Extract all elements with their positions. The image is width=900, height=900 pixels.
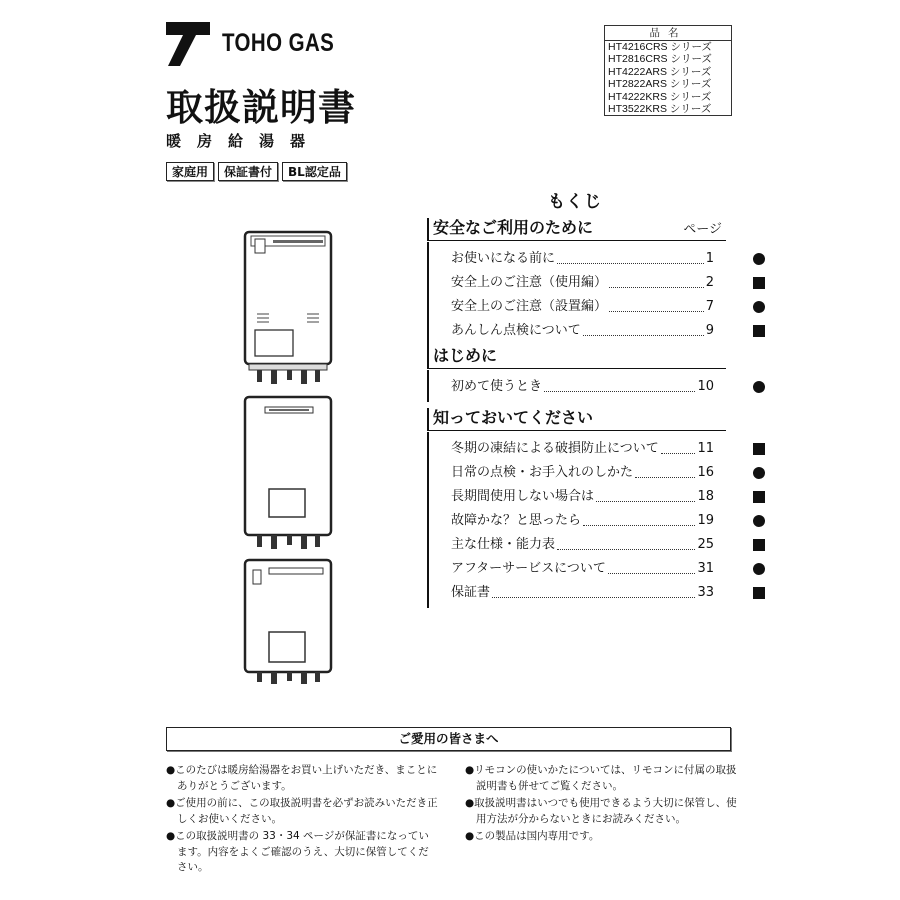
toc-item[interactable] — [451, 439, 714, 459]
circle-marker-icon — [753, 253, 765, 265]
toc-section-header — [427, 408, 726, 431]
product-model-row: HT2822ARS シリーズ — [608, 78, 712, 91]
toc-section-title: はじめに — [433, 346, 498, 365]
toc-item-page: 1 — [705, 251, 714, 266]
toc-item-label: 安全上のご注意（設置編） — [451, 299, 608, 314]
toc-dot-leader — [583, 524, 695, 526]
notice-header: ご愛用の皆さまへ — [166, 727, 731, 751]
toc-item[interactable] — [451, 321, 714, 341]
water-heater-illustration-1 — [243, 230, 333, 388]
toc-section-title: 知っておいてください — [433, 408, 594, 427]
product-model-row: HT3522KRS シリーズ — [608, 103, 712, 116]
toc-item[interactable] — [451, 249, 714, 269]
circle-marker-icon — [753, 515, 765, 527]
toc-item-page: 18 — [697, 489, 714, 504]
toc-item-label: 故障かな？と思ったら — [451, 513, 582, 528]
toc-item-page: 16 — [697, 465, 714, 480]
toc-section-header — [427, 346, 726, 369]
toc-item-label: あんしん点検について — [451, 323, 581, 338]
square-marker-icon — [753, 587, 765, 599]
toc-dot-leader — [609, 286, 704, 288]
notice-bullet: ●ご使用の前に、この取扱説明書を必ずお読みいただき正しくお使いください。 — [166, 797, 438, 825]
square-marker-icon — [753, 491, 765, 503]
notice-bullet: ●リモコンの使いかたについては、リモコンに付属の取扱説明書も併せてご覧ください。 — [465, 764, 737, 792]
toc-item-label: 冬期の凍結による破損防止について — [451, 441, 659, 456]
toc-dot-leader — [635, 476, 695, 478]
square-marker-icon — [753, 443, 765, 455]
toc-item-page: 19 — [697, 513, 714, 528]
notice-bullet: ●このたびは暖房給湯器をお買い上げいただき、まことにありがとうございます。 — [166, 764, 438, 792]
badge-bl-certified: BL認定品 — [282, 162, 347, 181]
toc-item[interactable] — [451, 297, 714, 317]
toc-dot-leader — [596, 500, 695, 502]
toc-section-body — [427, 432, 722, 608]
toc-item[interactable] — [451, 487, 714, 507]
notice-right-column — [465, 763, 737, 847]
toc-section-header — [427, 218, 726, 241]
toc-item-label: 日常の点検・お手入れのしかた — [451, 465, 634, 480]
toc-item-page: 10 — [697, 379, 714, 394]
product-model-box — [604, 25, 732, 116]
toc-item-page: 2 — [705, 275, 714, 290]
product-model-row: HT2816CRS シリーズ — [608, 53, 712, 66]
toc-item-page: 33 — [697, 585, 714, 600]
water-heater-illustration-2 — [243, 395, 333, 553]
toc-section-title: 安全なご利用のために — [433, 218, 594, 237]
toc-page-label: ページ — [683, 222, 722, 237]
badge-group — [166, 162, 347, 181]
notice-bullet: ●この取扱説明書の 33・34 ページが保証書になっています。内容をよくご確認のうえ、大切に保管してください。 — [166, 830, 429, 873]
document-title: 取扱説明書 — [166, 86, 356, 129]
product-model-row: HT4216CRS シリーズ — [608, 41, 712, 53]
toc-section-body — [427, 242, 722, 346]
toc-dot-leader — [609, 310, 704, 312]
square-marker-icon — [753, 539, 765, 551]
toc-item-label: アフターサービスについて — [451, 561, 606, 576]
circle-marker-icon — [753, 381, 765, 393]
toc-item[interactable] — [451, 377, 714, 397]
toc-item-page: 9 — [705, 323, 714, 338]
water-heater-illustration-3 — [243, 558, 333, 688]
toc-dot-leader — [583, 334, 704, 336]
toc-section-body — [427, 370, 722, 402]
product-box-header: 品名 — [605, 26, 731, 41]
toc-dot-leader — [661, 452, 696, 454]
product-category: 暖房給湯器 — [166, 132, 322, 150]
toc-dot-leader — [492, 596, 695, 598]
toc-dot-leader — [544, 390, 695, 392]
toc-item-label: 長期間使用しない場合は — [451, 489, 595, 504]
notice-bullet: ●この製品は国内専用です。 — [465, 830, 600, 842]
product-model-row: HT4222ARS シリーズ — [608, 65, 712, 78]
product-model-row: HT4222KRS シリーズ — [608, 90, 712, 103]
toc-item[interactable] — [451, 535, 714, 555]
badge-warranty: 保証書付 — [218, 162, 278, 181]
brand-name: TOHO GAS — [222, 29, 335, 57]
toc-item-label: 初めて使うとき — [451, 379, 543, 394]
toc-item-label: 保証書 — [451, 585, 491, 600]
toc-item-label: 安全上のご注意（使用編） — [451, 275, 608, 290]
circle-marker-icon — [753, 301, 765, 313]
toc-item[interactable] — [451, 273, 714, 293]
toc-item[interactable] — [451, 559, 714, 579]
toc-item-page: 31 — [697, 561, 714, 576]
toc-item[interactable] — [451, 463, 714, 483]
toc-item[interactable] — [451, 583, 714, 603]
toc-item-page: 7 — [705, 299, 714, 314]
circle-marker-icon — [753, 467, 765, 479]
toc-title: もくじ — [548, 192, 602, 212]
toc-item-page: 25 — [697, 537, 714, 552]
notice-bullet: ●取扱説明書はいつでも使用できるよう大切に保管し、使用方法が分からないときにお読みください。 — [465, 797, 737, 825]
toc-item-page: 11 — [697, 441, 714, 456]
notice-left-column — [166, 763, 438, 878]
square-marker-icon — [753, 325, 765, 337]
toho-gas-logo-icon — [166, 22, 210, 66]
toc-item-label: お使いになる前に — [451, 251, 556, 266]
toc-dot-leader — [557, 548, 695, 550]
toc-dot-leader — [608, 572, 696, 574]
toc-item-label: 主な仕様・能力表 — [451, 537, 556, 552]
toc-dot-leader — [557, 262, 704, 264]
circle-marker-icon — [753, 563, 765, 575]
square-marker-icon — [753, 277, 765, 289]
badge-household: 家庭用 — [166, 162, 214, 181]
toc-item[interactable] — [451, 511, 714, 531]
